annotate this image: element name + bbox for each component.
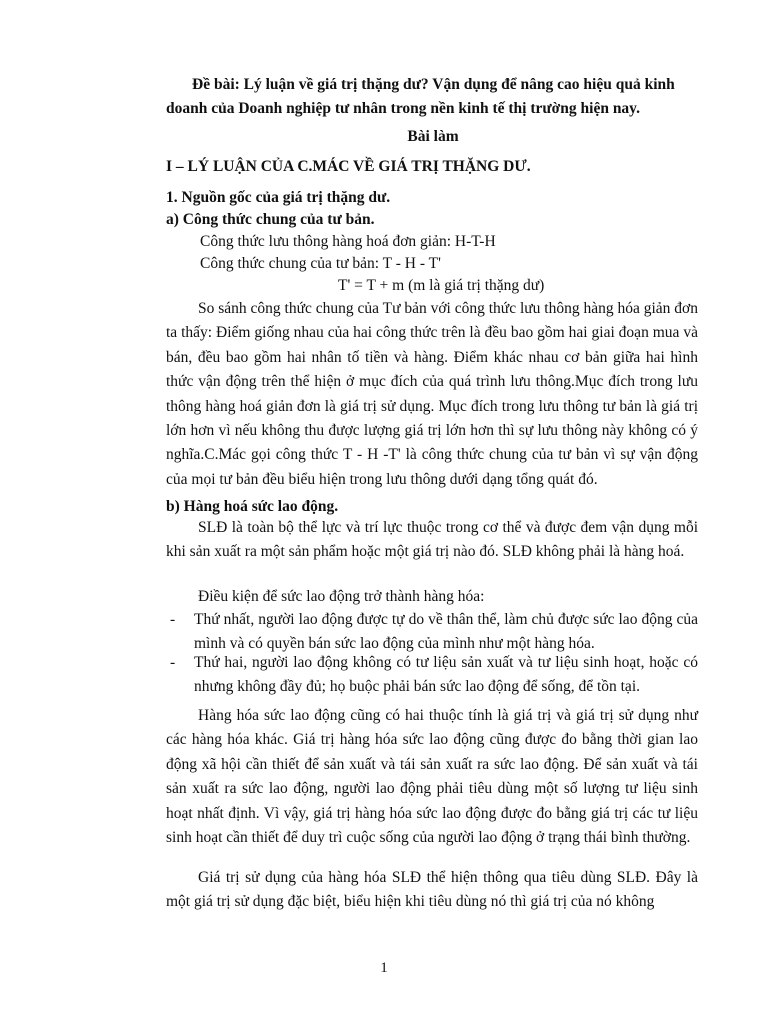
paragraph-use-value: Giá trị sử dụng của hàng hóa SLĐ thể hiện thông qua tiêu dùng SLĐ. Đây là một giá trị sử dụng đặc biệt, biểu hiện khi tiêu dùng nó thì giá trị của nó không — [166, 869, 698, 911]
bullet-dash: - — [170, 611, 176, 628]
heading-1: 1. Nguồn gốc của giá trị thặng dư. — [166, 189, 391, 206]
heading-b: b) Hàng hoá sức lao động. — [166, 498, 339, 515]
bullet-text: Thứ hai, người lao động không có tư liệu sản xuất và tư liệu sinh hoạt, hoặc có nhưng không đầy đủ; họ buộc phải bán sức lao động để sống, để tồn tại. — [194, 654, 698, 695]
title-line-2: doanh của Doanh nghiệp tư nhân trong nền kinh tế thị trường hiện nay. — [166, 100, 640, 117]
paragraph-condition: Điều kiện để sức lao động trở thành hàng hóa: — [198, 588, 485, 605]
section-heading: I – LÝ LUẬN CỦA C.MÁC VỀ GIÁ TRỊ THẶNG DƯ. — [166, 158, 531, 175]
paragraph-attributes: Hàng hóa sức lao động cũng có hai thuộc tính là giá trị và giá trị sử dụng như các hàng hóa khác. Giá trị hàng hóa sức lao động cũng được đo bằng thời gian lao động xã hội cần thiết để sản xuất và tái sản xuất ra sức lao động. Để sản xuất và tái sản xuất ra sức lao động, người lao động phải tiêu dùng một số lượng tư liệu sinh hoạt nhất định. Vì vậy, giá trị hàng hóa sức lao động được đo bằng giá trị các tư liệu sinh hoạt cần thiết để duy trì cuộc sống của người lao động ở trạng thái bình thường. — [166, 707, 698, 847]
title-line-1: Đề bài: Lý luận về giá trị thặng dư? Vận dụng để nâng cao hiệu quả kinh — [192, 76, 675, 93]
formula-simple: Công thức lưu thông hàng hoá đơn giản: H-T-H — [200, 233, 496, 250]
subtitle: Bài làm — [407, 128, 459, 145]
formula-general: Công thức chung của tư bản: T - H - T' — [200, 255, 441, 272]
page-number: 1 — [380, 960, 388, 976]
bullet-item-1 — [166, 608, 698, 656]
heading-a: a) Công thức chung của tư bản. — [166, 211, 375, 228]
paragraph-compare: So sánh công thức chung của Tư bản với công thức lưu thông hàng hóa giản đơn ta thấy: Điểm giống nhau của hai công thức trên là đều bao gồm hai giai đoạn mua và bán, đều bao gồm hai nhân tố tiền và hàng. Điểm khác nhau cơ bản giữa hai hình thức vận động trên thể hiện ở mục đích của quá trình lưu thông.Mục đích trong lưu thông hàng hoá giản đơn là giá trị sử dụng. Mục đích trong lưu thông tư bản là giá trị lớn hơn vì nếu không thu được lượng giá trị lớn hơn thì sự lưu thông này không có ý nghĩa.C.Mác gọi công thức T - H -T' là công thức chung của tư bản vì sự vận động của mọi tư bản đều biểu hiện trong lưu thông dưới dạng tổng quát đó. — [166, 300, 698, 488]
bullet-text: Thứ nhất, người lao động được tự do về thân thể, làm chủ được sức lao động của mình và có quyền bán sức lao động của mình như một hàng hóa. — [194, 611, 698, 652]
bullet-item-2 — [166, 651, 698, 699]
paragraph-sld: SLĐ là toàn bộ thể lực và trí lực thuộc trong cơ thể và được đem vận dụng mỗi khi sản xuất ra một sản phẩm hoặc một giá trị nào đó. SLĐ không phải là hàng hoá. — [166, 519, 698, 561]
formula-surplus: T' = T + m (m là giá trị thặng dư) — [338, 277, 545, 294]
bullet-dash: - — [170, 654, 176, 671]
